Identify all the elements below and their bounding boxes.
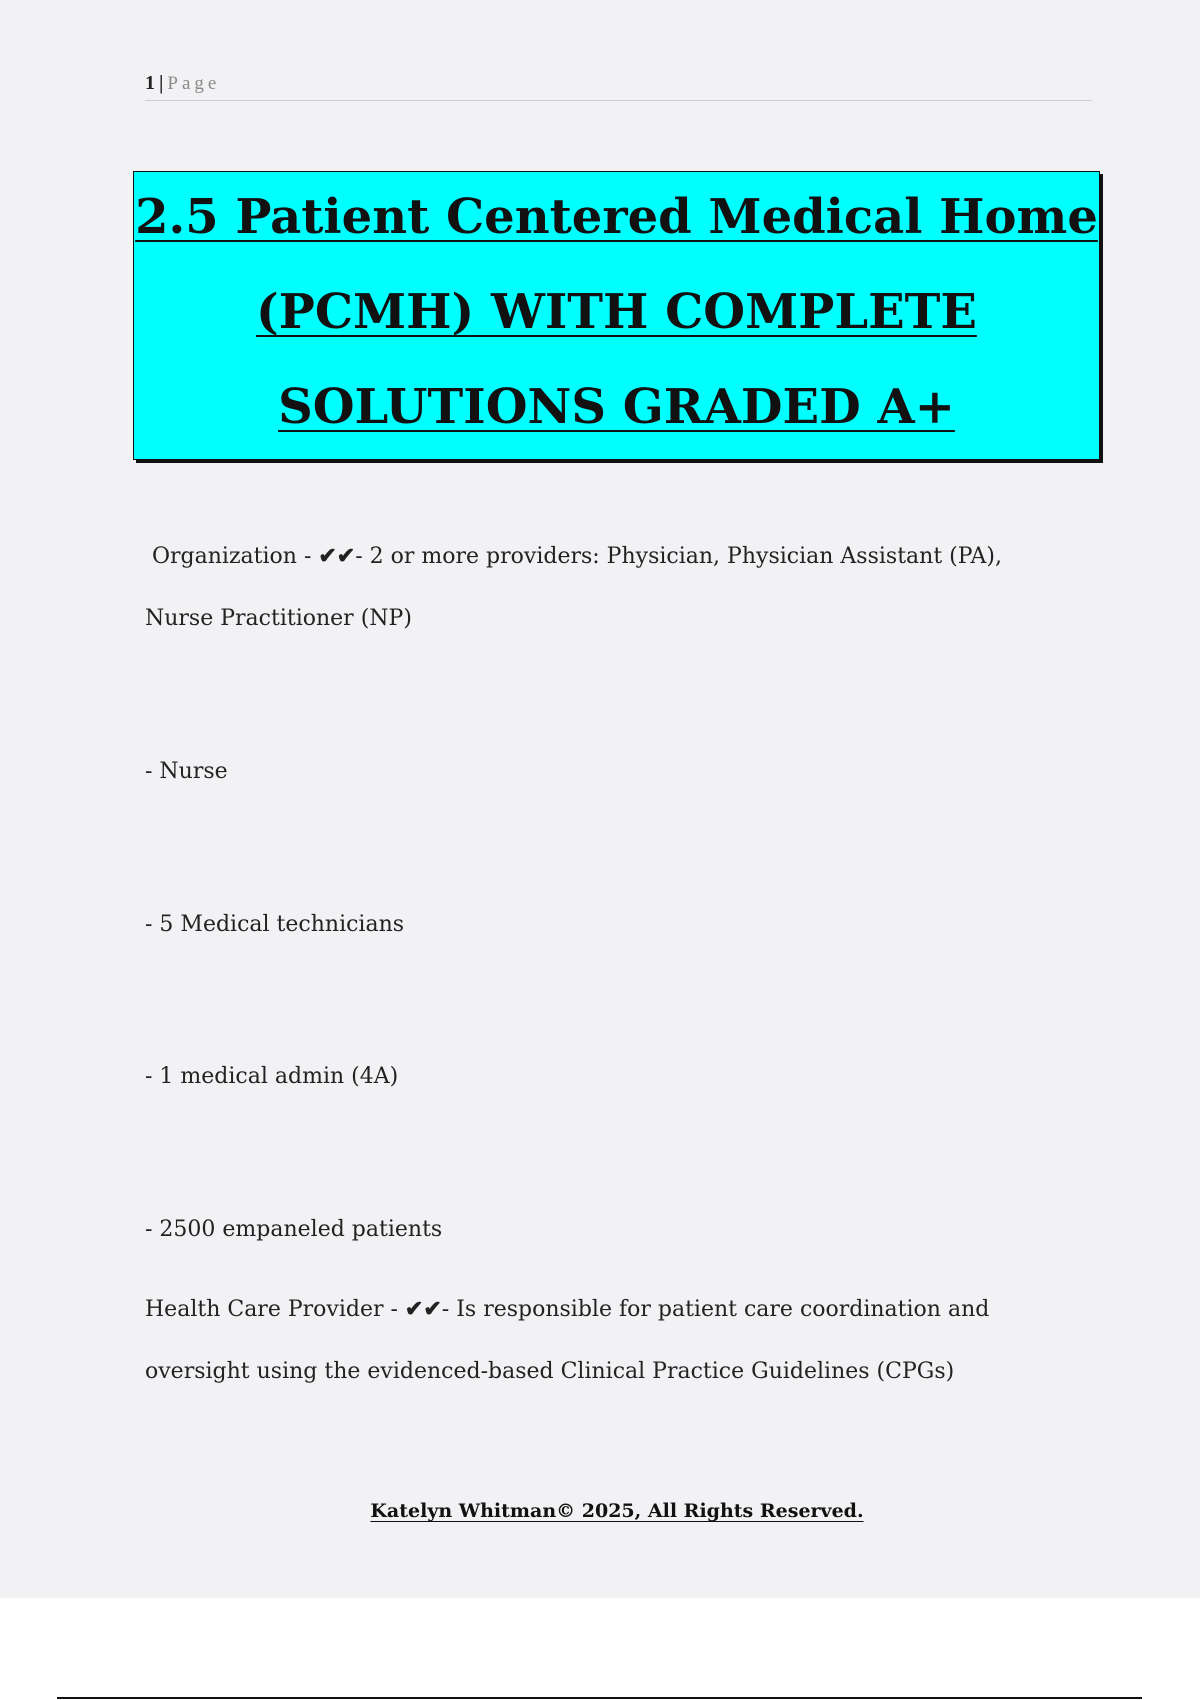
- page-separator: |: [159, 72, 164, 94]
- copyright-notice: Katelyn Whitman© 2025, All Rights Reserved.: [370, 1500, 864, 1522]
- list-item: - 5 Medical technicians: [145, 912, 405, 937]
- page-footer: [0, 1500, 1200, 1522]
- organization-entry: [145, 525, 1075, 650]
- page-header: [145, 72, 1092, 101]
- checkmark-icon: ✔✔: [404, 1296, 442, 1322]
- list-item: - 1 medical admin (4A): [145, 1064, 399, 1089]
- organization-definition: - 2 or more providers: Physician, Physician Assistant (PA), Nurse Practitioner (NP): [145, 544, 1002, 631]
- list-item: - Nurse: [145, 759, 228, 784]
- title-line-3: SOLUTIONS GRADED A+: [278, 379, 955, 435]
- organization-term: Organization -: [152, 544, 319, 569]
- bottom-divider: [57, 1697, 1142, 1699]
- list-item: - 2500 empaneled patients: [145, 1217, 443, 1242]
- health-care-provider-term: Health Care Provider -: [145, 1297, 405, 1322]
- title-box: [133, 171, 1100, 460]
- page-label: Page: [167, 73, 221, 94]
- title-line-2: (PCMH) WITH COMPLETE: [256, 284, 977, 340]
- title-line-1: 2.5 Patient Centered Medical Home: [135, 189, 1098, 245]
- checkmark-icon: ✔✔: [318, 543, 356, 569]
- page-number: 1: [145, 72, 155, 94]
- health-care-provider-definition: - Is responsible for patient care coordination and oversight using the evidenced-based Clinical Practice Guidelines (CPGs): [145, 1297, 990, 1384]
- health-care-provider-entry: [145, 1278, 1075, 1403]
